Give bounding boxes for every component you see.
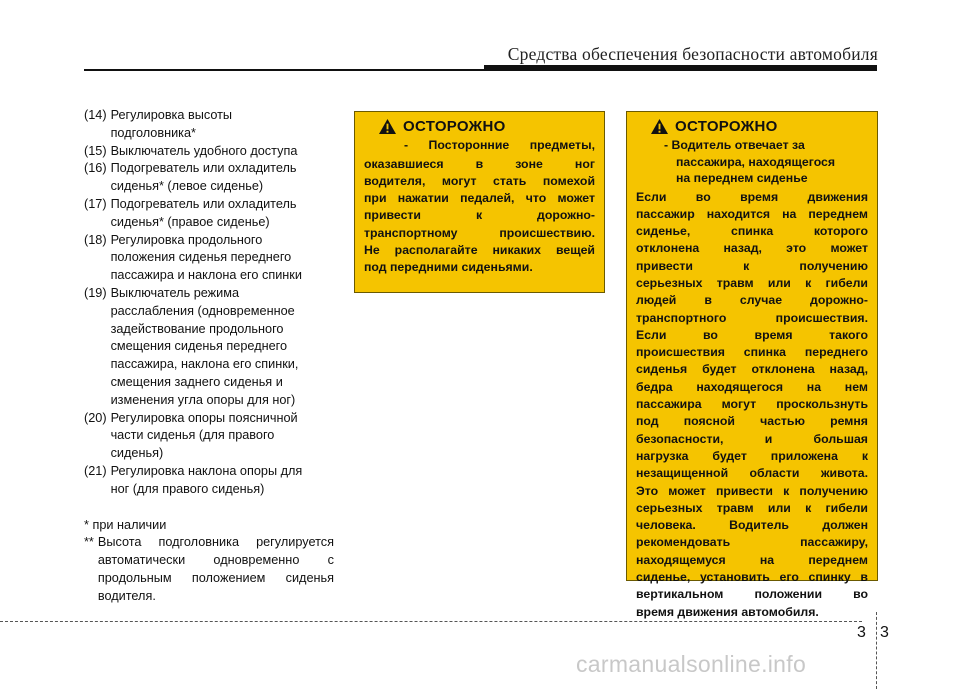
- warning-line: Не располагайте никаких вещей: [364, 242, 595, 257]
- list-item-number: (18): [84, 232, 107, 247]
- footnote-line: Высота подголовника регулируется: [97, 535, 334, 550]
- warning-subtitle-line: - Водитель отвечает за: [664, 138, 805, 152]
- warning-line: привести к получению: [636, 258, 868, 273]
- warning-line: время движения автомобиля.: [636, 604, 819, 619]
- list-item-text: [107, 285, 334, 410]
- warning-line: рекомендовать пассажиру,: [636, 535, 868, 550]
- warning-subtitle: [664, 137, 868, 187]
- list-item: [84, 143, 334, 161]
- list-item-line: сиденья): [110, 446, 164, 461]
- list-item-line: задействование продольного: [110, 321, 284, 336]
- warning-line: вертикальном положении во: [636, 587, 868, 602]
- footnote-text: [98, 534, 334, 605]
- warning-subtitle: - Посторонние предметы,: [404, 138, 595, 152]
- warning-line: отклонена назад, это может: [636, 241, 868, 256]
- warning-line: оказавшиеся в зоне ног: [364, 156, 595, 171]
- warning-triangle-icon: [650, 118, 669, 135]
- warning-body: [636, 189, 868, 621]
- list-item-line: пассажира, наклона его спинки,: [110, 357, 299, 372]
- warning-triangle-icon: [378, 118, 397, 135]
- list-item-text: [107, 463, 334, 499]
- list-item-line: смещения сиденья переднего: [110, 339, 288, 354]
- warning-line: Если во время такого: [636, 327, 868, 342]
- footnote-line: водителя.: [97, 588, 156, 603]
- warning-line: серьезных травм или к гибели: [636, 500, 868, 515]
- warning-title: ОСТОРОЖНО: [403, 118, 506, 135]
- warning-line: пассажир находится на переднем: [636, 206, 868, 221]
- header-rule-thin: [84, 69, 484, 71]
- warning-line: сиденье, спинка которого: [636, 224, 868, 239]
- components-list: [84, 107, 334, 606]
- footer-page-separator: [876, 612, 877, 689]
- list-item-line: изменения угла опоры для ног): [110, 392, 296, 407]
- warning-header: [378, 118, 595, 135]
- list-item-line: положения сиденья переднего: [110, 250, 292, 265]
- warning-line: под передними сиденьями.: [364, 260, 533, 275]
- footnote-headrest: [84, 534, 334, 605]
- list-item-number: (17): [84, 196, 107, 211]
- list-item: [84, 232, 334, 285]
- warning-line: под поясной частью ремня: [636, 414, 868, 429]
- list-item-line: ног (для правого сиденья): [110, 481, 265, 496]
- footnote-line: автоматически одновременно с: [97, 553, 334, 568]
- warning-box-passenger: [626, 111, 878, 619]
- list-item-number: (21): [84, 463, 107, 478]
- list-item-line: Выключатель удобного доступа: [110, 143, 298, 158]
- warning-line: нагрузка будет приложена к: [636, 448, 868, 463]
- header-rule-thick: [484, 65, 877, 71]
- footnote-optional: * при наличии: [84, 517, 167, 532]
- warning-line: происшествия спинка переднего: [636, 345, 868, 360]
- list-item-line: Подогреватель или охладитель: [110, 196, 297, 211]
- list-item: [84, 107, 334, 143]
- list-item-line: Регулировка высоты: [110, 108, 233, 122]
- list-item-line: смещения заднего сиденья и: [110, 374, 283, 389]
- list-item-text: [107, 196, 334, 232]
- list-item-line: подголовника*: [110, 125, 196, 140]
- warning-subtitle-line: на переднем сиденье: [676, 171, 808, 185]
- warning-line: сиденья будет отклонена назад,: [636, 362, 868, 377]
- list-item-line: сиденья* (правое сиденье): [110, 214, 270, 229]
- list-item-line: сиденья* (левое сиденье): [110, 179, 264, 194]
- warning-line: Это может привести к получению: [636, 483, 868, 498]
- warning-line: бедра находящегося на нем: [636, 379, 868, 394]
- warning-line: людей в случае дорожно-: [636, 293, 868, 308]
- list-item-text: [107, 143, 334, 161]
- footer-dashed-line: [0, 621, 862, 622]
- list-item: [84, 410, 334, 463]
- list-item-number: (16): [84, 161, 107, 176]
- list-item-text: [107, 410, 334, 463]
- warning-line: человека. Водитель должен: [636, 518, 868, 533]
- list-item-text: [107, 107, 334, 143]
- warning-line: находящемуся на переднем: [636, 552, 868, 567]
- list-item: [84, 160, 334, 196]
- footnote-mark: **: [84, 535, 94, 550]
- list-item-number: (20): [84, 410, 107, 425]
- list-item: [84, 196, 334, 232]
- warning-line: сиденье, установить его спинку в: [636, 570, 868, 585]
- section-title: Средства обеспечения безопасности автомобиля: [507, 44, 878, 64]
- list-item-text: [107, 232, 334, 285]
- footnote-line: продольным положением сиденья: [97, 570, 334, 585]
- warning-line: привести к дорожно-: [364, 208, 595, 223]
- watermark: carmanualsonline.info: [576, 651, 807, 677]
- warning-line: водителя, могут стать помехой: [364, 173, 595, 188]
- warning-line: безопасности, и большая: [636, 431, 868, 446]
- warning-header: [650, 118, 868, 135]
- warning-title: ОСТОРОЖНО: [675, 118, 778, 135]
- warning-subtitle-line: пассажира, находящегося: [676, 154, 836, 169]
- list-item-line: пассажира и наклона его спинки: [110, 268, 302, 283]
- warning-box-foreign-objects: [354, 111, 605, 293]
- list-item: [84, 285, 334, 410]
- warning-line: незащищенной области живота.: [636, 466, 868, 481]
- list-item-number: (19): [84, 285, 107, 300]
- list-item: [84, 463, 334, 499]
- warning-line: транспортного происшествия.: [636, 310, 868, 325]
- chapter-number: 3: [857, 624, 866, 641]
- list-item-text: [107, 160, 334, 196]
- list-item-line: Регулировка наклона опоры для: [110, 463, 303, 478]
- list-item-line: Регулировка продольного: [110, 232, 263, 247]
- warning-line: Если во время движения: [636, 189, 868, 204]
- warning-line: транспортному происшествию.: [364, 225, 595, 240]
- list-item-number: (15): [84, 143, 107, 158]
- list-item-line: Регулировка опоры поясничной: [110, 410, 298, 425]
- list-item-line: части сиденья (для правого: [110, 428, 275, 443]
- warning-line: серьезных травм или к гибели: [636, 275, 868, 290]
- warning-line: при нажатии педалей, что может: [364, 191, 595, 206]
- warning-body: [364, 156, 595, 277]
- page-number: 3: [880, 624, 889, 641]
- warning-line: пассажира могут проскользнуть: [636, 397, 868, 412]
- list-item-line: расслабления (одновременное: [110, 303, 295, 318]
- list-item-line: Выключатель режима: [110, 285, 240, 300]
- list-item-number: (14): [84, 108, 107, 122]
- list-item-line: Подогреватель или охладитель: [110, 161, 297, 176]
